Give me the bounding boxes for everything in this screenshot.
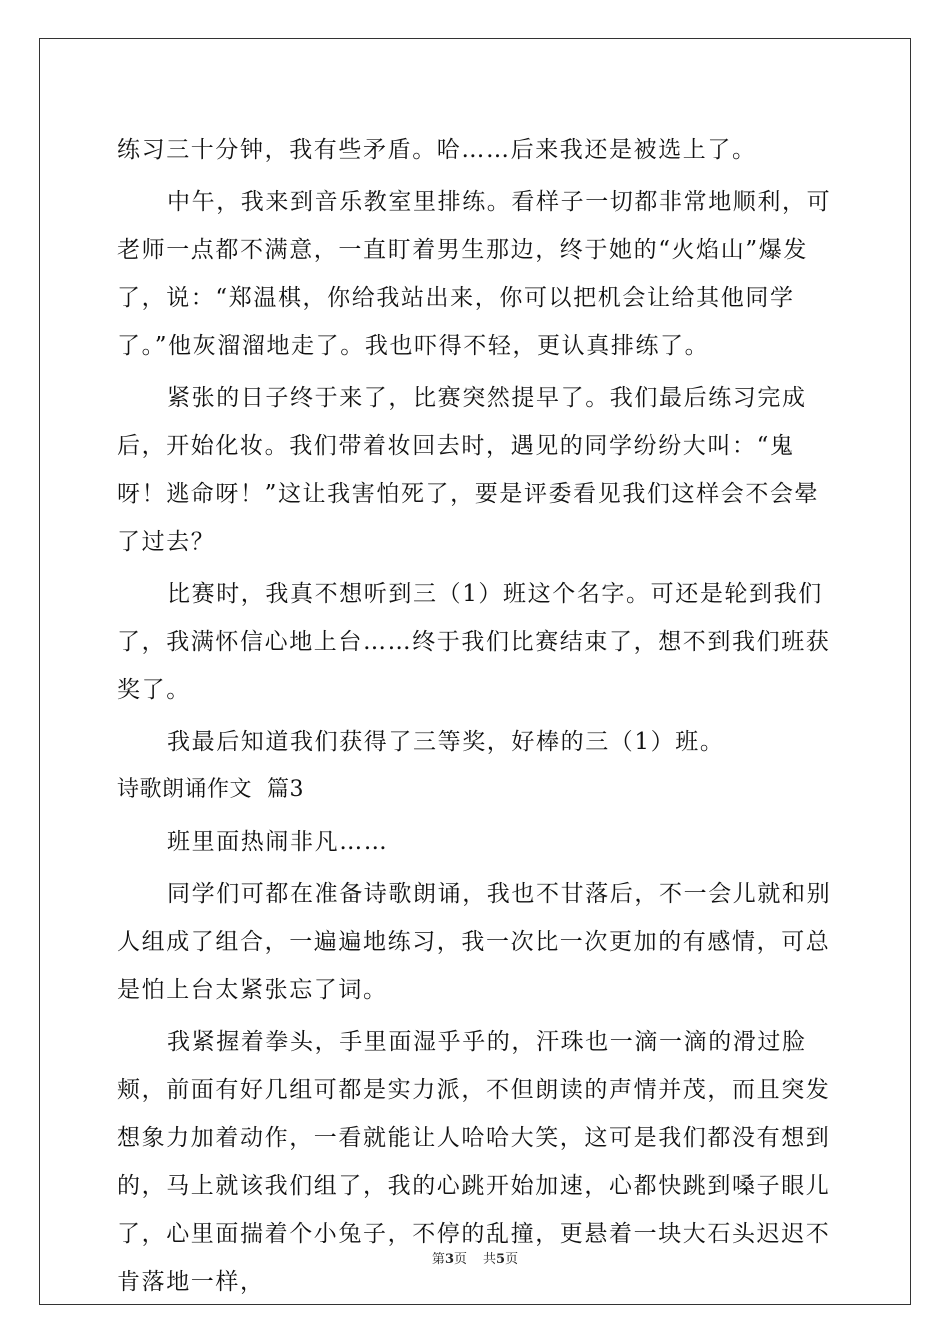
paragraph-4: 比赛时，我真不想听到三（1）班这个名字。可还是轮到我们了，我满怀信心地上台……终于我们比赛结束了，想不到我们班获奖了。: [117, 581, 831, 703]
document-body: [117, 126, 832, 1306]
paragraph-7: 同学们可都在准备诗歌朗诵，我也不甘落后，不一会儿就和别人组成了组合，一遍遍地练习，我一次比一次更加的有感情，可总是怕上台太紧张忘了词。: [117, 881, 832, 1003]
paragraph-3: 紧张的日子终于来了，比赛突然提早了。我们最后练习完成后，开始化妆。我们带着妆回去时，遇见的同学纷纷大叫：“鬼呀！逃命呀！”这让我害怕死了，要是评委看见我们这样会不会晕了过去？: [117, 385, 820, 555]
footer-total-pages: 5: [496, 1252, 506, 1267]
paragraph-2: 中午，我来到音乐教室里排练。看样子一切都非常地顺利，可老师一点都不满意，一直盯着男生那边，终于她的“火焰山”爆发了，说：“郑温棋，你给我站出来，你可以把机会让给其他同学了。”他灰溜溜地走了。我也吓得不轻，更认真排练了。: [117, 189, 832, 359]
paragraph-5: 我最后知道我们获得了三等奖，好棒的三（1）班。: [167, 729, 725, 755]
paragraph-6: 班里面热闹非凡……: [167, 829, 389, 855]
footer-page-number: 3: [444, 1252, 454, 1267]
page-footer: [0, 1248, 950, 1267]
footer-total-suffix: 页: [505, 1252, 519, 1267]
footer-page-suffix: 页: [453, 1252, 467, 1267]
footer-total-prefix: 共: [483, 1252, 497, 1267]
paragraph-1: 练习三十分钟，我有些矛盾。哈……后来我还是被选上了。: [117, 137, 757, 163]
footer-page-prefix: 第: [431, 1252, 445, 1267]
section-heading: 诗歌朗诵作文 篇3: [117, 777, 304, 802]
paragraph-8: 我紧握着拳头，手里面湿乎乎的，汗珠也一滴一滴的滑过脸颊，前面有好几组可都是实力派，不但朗读的声情并茂，而且突发想象力加着动作，一看就能让人哈哈大笑，这可是我们都没有想到的，马上就该我们组了，我的心跳开始加速，心都快跳到嗓子眼儿了，心里面揣着个小兔子，不停的乱撞，更悬着一块大石头迟迟不肯落地一样，: [117, 1029, 831, 1295]
